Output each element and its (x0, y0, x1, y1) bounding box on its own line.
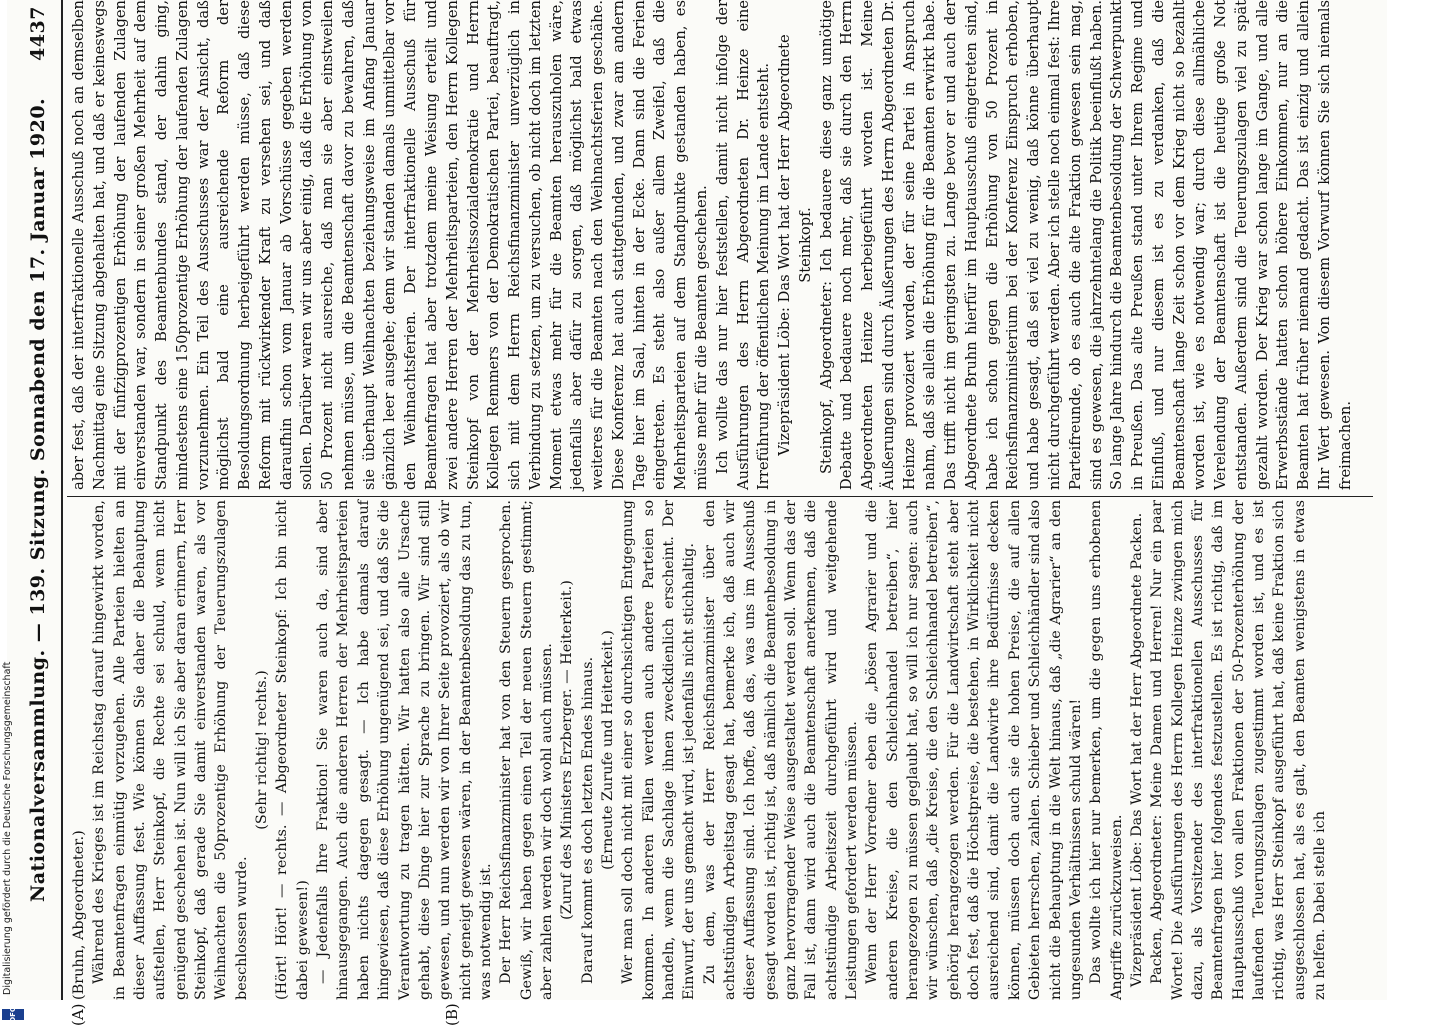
left-paragraph: (Erneute Zurufe und Heiterkeit.) (599, 630, 616, 870)
right-paragraph: aber fest, daß der interfraktionelle Ausschuß noch an demselben Nachmittag eine Sitzung abgehalten hat, und daß er keineswegs mit der fünfzigprozentigen Erhöhung der laufenden Zulagen einverstanden war, sondern in seiner großen Mehrheit auf dem Standpunkt des Beamtenbundes stand, der dahin ging, mindestens eine 150prozentige Erhöhung der laufenden Zulagen vorzunehmen. Ein Teil des Ausschusses war der Ansicht, daß möglichst bald eine ausreichende Reform der Besoldungsordnung herbeigeführt werden müsse, daß diese Reform mit rückwirkender Kraft zu versehen sei, und daß daraufhin schon vom Januar ab Vorschüsse gegeben werden sollen. Darüber waren wir uns aber einig, daß die Erhöhung von 50 Prozent nicht ausreiche, daß man sie aber einstweilen nehmen müsse, um die Beamtenschaft davor zu bewahren, daß sie überhaupt Weihnachten beziehungsweise im Anfang Januar gänzlich leer ausgehe; denn wir standen damals unmittelbar vor den Weihnachtsferien. Der interfraktionelle Ausschuß für Beamtenfragen hat aber trotzdem meine Weisung erteilt und zwei andere Herren der Mehrheitsparteien, den Herrn Kollegen Steinkopf von der Mehrheitssozialdemokratie und Herrn Kollegen Remmers von der Demokratischen Partei, beauftragt, sich mit dem Herrn Reichsfinanzminister unverzüglich in Verbindung zu setzen, um zu versuchen, ob nicht doch im letzten Moment etwas mehr für die Beamten herauszuholen wäre, jedenfalls aber dafür zu sorgen, daß möglichst bald etwas weiteres für die Beamten nach den Weihnachtsferien geschähe. Diese Konferenz hat auch stattgefunden, und zwar am andern Tage hier im Saal, hinten in der Ecke. Dann sind die Ferien eingetreten. Es steht also außer allem Zweifel, daß die Mehrheitsparteien auf dem Standpunkte gestanden haben, es müsse mehr für die Beamten geschehen. (70, 0, 710, 490)
digitization-credit: Digitalisierung gefördert durch die Deutsche Forschungsgemeinschaft (2, 661, 13, 995)
left-paragraph: — Jedenfalls Ihre Fraktion! Sie waren auch da, sind aber hinausgegangen. Auch die anderen Herren der Mehrheitsparteien haben nichts dagegen gesagt. — Ich habe damals darauf hingewiesen, daß diese Erhöhung ungenügend sei, und daß Sie die Verantwortung zu tragen hätten. Wir hatten also alle Ursache gehabt, diese Dinge hier zur Sprache zu bringen. Wir sind still gewesen, und nun werden wir von Ihrer Seite provoziert, als ob wir nicht geneigt gewesen wären, in der Beamtenbesoldung das zu tun, was notwendig ist. (315, 500, 494, 1000)
left-paragraph: Während des Krieges ist im Reichstag darauf hingewirkt worden, in Beamtenfragen einmütig vorzugehen. Alle Parteien hielten an dieser Auffassung fest. Wie können Sie daher die Behauptung aufstellen, Herr Steinkopf, die Rechte sei schuld, wenn nicht genügend geschehen ist. Nun will ich Sie aber daran erinnern, Herr Steinkopf, daß gerade Sie damit einverstanden waren, als vor Weihnachten die 50prozentige Erhöhung der Teuerungszulagen beschlossen wurde. (91, 500, 250, 1000)
left-paragraph: Zu dem, was der Herr Reichsfinanzminister über den achtstündigen Arbeitstag gesagt hat, bemerke ich, daß auch wir dieser Auffassung sind. Ich hoffe, daß das, was uns im Ausschuß gesagt worden ist, richtig ist, daß nämlich die Beamtenbesoldung in ganz hervorragender Weise ausgestaltet werden soll. Wenn das der Fall ist, dann wird auch die Beamtenschaft anerkennen, daß die achtstündige Arbeitszeit durchgeführt wird und weitgehende Leistungen gefordert werden müssen. (701, 500, 861, 1000)
header-rule (61, 0, 63, 1000)
right-paragraph: Ich wollte das nur hier feststellen, damit nicht infolge der Ausführungen des Herrn Abgeordneten Dr. Heinze eine Irreführung der öffentlichen Meinung im Lande entsteht. (713, 0, 773, 490)
right-paragraph: Steinkopf, Abgeordneter: Ich bedauere diese ganz unnötige Debatte und bedauere noch mehr, daß sie durch den Herrn Abgeordneten Heinze herbeigeführt worden ist. Meine Äußerungen sind durch Äußerungen des Herrn Abgeordneten Dr. Heinze provoziert worden, der für seine Partei in Anspruch nahm, daß sie allein die Erhöhung für die Beamten erwirkt habe. Das trifft nicht im geringsten zu. Lange bevor er und auch der Abgeordnete Bruhn hierfür im Hauptausschuß eingetreten sind, habe ich schon gegen die Erhöhung von 50 Prozent in Reichsfinanzministerium bei der Konferenz Einspruch erhoben, und habe gesagt, daß sei viel zu wenig, daß könne überhaupt nicht durchgeführt werden. Aber ich stelle noch einmal fest: Ihre Parteifreunde, ob es auch die alte Fraktion gewesen sein mag, sind es gewesen, die jahrzehntelang die Politik beeinflußt haben. So lange Jahre hindurch die Beamtenbesoldung der Schwerpunkt in Preußen. Das alte Preußen stand unter Ihrem Regime und Einfluß, und nur diesem ist es zu verdanken, daß die Beamtenschaft lange Zeit schon vor dem Krieg nicht so bezahlt worden ist, wie es notwendig war; durch diese allmähliche Verelendung der Beamtenschaft ist die heutige große Not entstanden. Außerdem sind die Teuerungszulagen viel zu spät gezahlt worden. Der Krieg war schon lange im Gange, und alle Erwerbsstände hatten schon höhere Einkommen, nur an die Beamten hat früher niemand gedacht. Das ist einzig und allein Ihr Wert gewesen. Von diesem Vorwurf können Sie sich niemals freimachen. (817, 0, 1354, 490)
left-column (69, 500, 1367, 1000)
left-paragraph: Wer man soll doch nicht mit einer so durchsichtigen Entgegnung kommen. In anderen Fällen werden auch andere Parteien so handeln, wenn die Sachlage ihnen zweckdienlich erscheint. Der Einwurf, der uns gemacht wird, ist jedenfalls nicht stichhaltig. (620, 500, 698, 1000)
left-paragraph: Der Herr Reichsfinanzminister hat von den Steuern gesprochen. Gewiß, wir haben gegen einen Teil der neuen Steuern gestimmt; aber zahlen werden wir doch wohl auch müssen. (498, 500, 555, 1000)
left-paragraph: (Sehr richtig! rechts.) (254, 670, 271, 830)
left-paragraph: Packen, Abgeordneter: Meine Damen und Herren! Nur ein paar Worte! Die Ausführungen des Herrn Kollegen Heinze zwingen mich dazu, als Vorsitzender des interfraktionellen Ausschusses für Beamtenfragen hier folgendes festzustellen. Es ist richtig, daß im Hauptausschuß von allen Fraktionen der 50-Prozenterhöhung der laufenden Teuerungszulagen zugestimmt worden ist, und es ist richtig, was Herr Steinkopf ausgeführt hat, daß keine Fraktion sich ausgeschlossen hat, als es galt, den Beamten wenigstens in etwas zu helfen. Dabei stelle ich (1149, 500, 1328, 1000)
column-divider (67, 496, 1373, 497)
left-paragraph: Vizepräsident Löbe: Das Wort hat der Herr Abgeordnete Packen. (1128, 512, 1145, 988)
left-paragraph: Das wollte ich hier nur bemerken, um die gegen uns erhobenen Angriffe zurückzuweisen. (1088, 500, 1125, 1000)
margin-marker-b: (B) (443, 1003, 461, 1026)
page-header (25, 0, 59, 1000)
left-paragraph: (Bruhn, Abgeordneter.) (71, 830, 87, 1000)
running-title: Nationalversammlung. — 139. Sitzung. Sonnabend den 17. Januar 1920. (27, 97, 49, 903)
left-paragraph: (Zuruf des Ministers Erzberger. — Heiterkeit.) (559, 580, 576, 920)
left-paragraph: (Hört! Hört! — rechts. — Abgeordneter Steinkopf: Ich bin nicht dabei gewesen!) (274, 500, 311, 1000)
margin-marker-a: (A) (69, 1003, 87, 1026)
page-number: 4437 (27, 6, 49, 61)
right-column (69, 0, 1367, 490)
left-paragraph: Wenn der Herr Vorredner eben die „bösen Agrarier und die anderen Kreise, die den Schleichhandel betreiben“, hier herangezogen zu müssen geglaubt hat, so will ich nur sagen: auch wir wünschen, daß „die Kreise, die den Schleichhandel betreiben“, gehörig herangezogen werden. Für die Landwirtschaft steht aber doch fest, daß die Höchstpreise, die bestehen, in Wirklichkeit nicht ausreichend sind, damit die Landwirte ihre Bedürfnisse decken können, müssen doch auch sie die hohen Preise, die auf allen Gebieten herrschen, zahlen. Schieber und Schleichhändler sind also nicht die Behauptung in die Welt hinaus, daß „die Agrarier“ an den ungesunden Verhältnissen schuld wären! (864, 500, 1084, 1000)
dfg-logo: DFG (2, 1009, 24, 1020)
right-paragraph: Vizepräsident Löbe: Das Wort hat der Herr Abgeordnete Steinkopf. (776, 34, 814, 456)
left-paragraph: Darauf kommt es doch letzten Endes hinaus. (579, 656, 596, 984)
